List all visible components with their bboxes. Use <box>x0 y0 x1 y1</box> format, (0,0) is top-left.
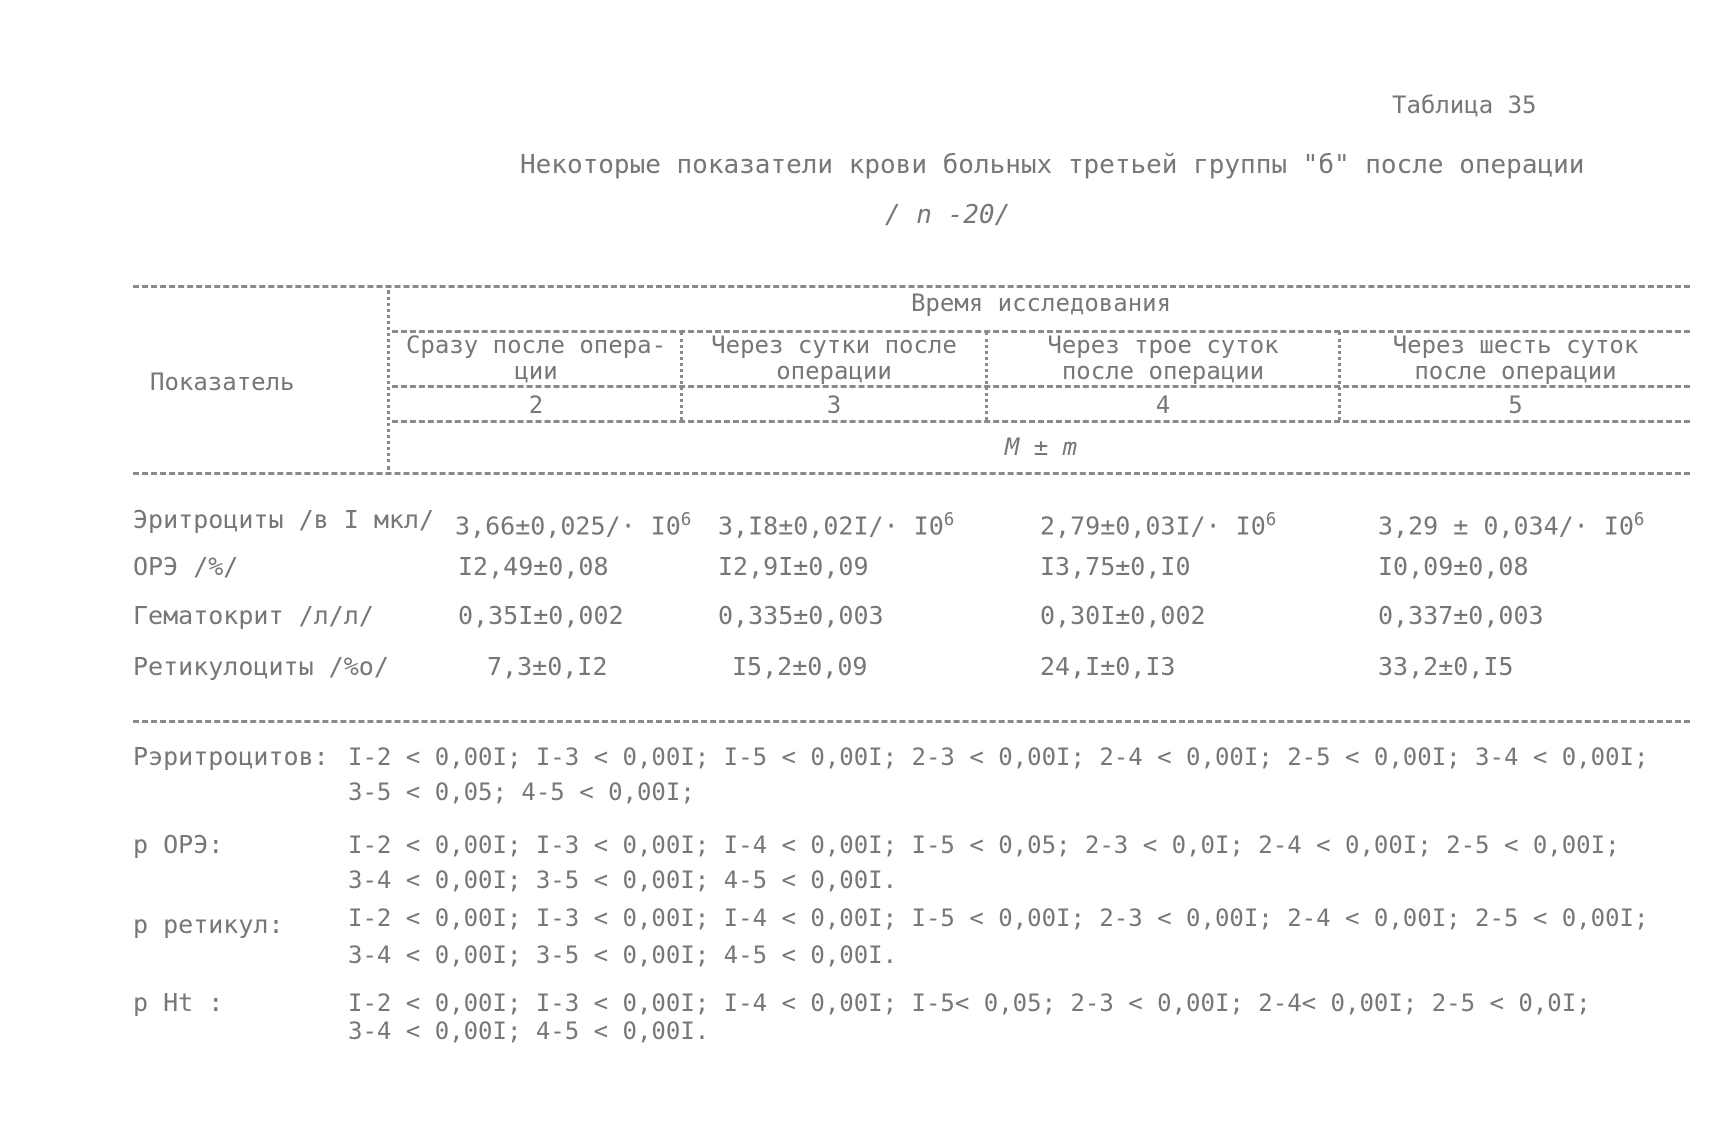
table-title: Некоторые показатели крови больных третьей группы "б" после операции <box>520 150 1585 180</box>
table-cell: 0,335±0,003 <box>718 601 884 630</box>
time-header: Время исследования <box>910 289 1172 317</box>
indicator-column-divider <box>387 290 390 470</box>
stat-label: M ± m <box>1004 433 1078 461</box>
note-label-ore: р ОРЭ: <box>133 830 224 859</box>
table-cell: I2,49±0,08 <box>458 552 609 581</box>
table-cell: 33,2±0,I5 <box>1378 652 1514 681</box>
col-4-number: 4 <box>1155 391 1171 419</box>
col-3-label-line2: операции <box>776 357 892 385</box>
table-cell: 0,30I±0,002 <box>1040 601 1206 630</box>
col-5-label-line1: Через шесть суток <box>1392 331 1639 359</box>
table-cell: I0,09±0,08 <box>1378 552 1529 581</box>
note-line: I-2 < 0,00I; I-3 < 0,00I; I-5 < 0,00I; 2-3 < 0,00I; 2-4 < 0,00I; 2-5 < 0,00I; 3-4 < 0,00I; <box>348 743 1649 771</box>
cell-value: 3,I8±0,02I/· I0 <box>718 511 944 541</box>
note-line: I-2 < 0,00I; I-3 < 0,00I; I-4 < 0,00I; I-5 < 0,05; 2-3 < 0,0I; 2-4 < 0,00I; 2-5 < 0,00I; <box>348 831 1620 859</box>
table-cell: 0,337±0,003 <box>1378 601 1544 630</box>
col-3-label-line1: Через сутки после <box>711 331 957 359</box>
note-line: 3-4 < 0,00I; 3-5 < 0,00I; 4-5 < 0,00I. <box>348 941 898 969</box>
table-cell <box>1378 505 1644 542</box>
col-4-label-line1: Через трое суток <box>1047 331 1279 359</box>
cell-value: 3,29 ± 0,034/· I0 <box>1378 511 1634 541</box>
header-bottom-rule <box>133 472 1690 475</box>
table-cell: I5,2±0,09 <box>732 652 868 681</box>
col-5-label-line2: после операции <box>1414 357 1617 385</box>
cell-value: 2,79±0,03I/· I0 <box>1040 511 1266 541</box>
cell-exponent: 6 <box>1265 510 1277 530</box>
note-line: I-2 < 0,00I; I-3 < 0,00I; I-4 < 0,00I; I-5 < 0,00I; 2-3 < 0,00I; 2-4 < 0,00I; 2-5 < 0,00I; <box>348 904 1649 932</box>
row-label-erythrocytes: Эритроциты /в I мкл/ <box>133 505 435 534</box>
table-cell: I2,9I±0,09 <box>718 552 869 581</box>
row-label-ore: ОРЭ /%/ <box>133 552 239 581</box>
row-label-hematocrit: Гематокрит /л/л/ <box>133 601 374 630</box>
row-label-reticulocytes: Ретикулоциты /%о/ <box>133 652 389 681</box>
note-label-reticulocytes: р ретикул: <box>133 910 284 939</box>
table-cell <box>455 505 691 542</box>
col-3-number: 3 <box>826 391 842 419</box>
col-4-label-line2: после операции <box>1061 357 1265 385</box>
table-number: Таблица 35 <box>1392 91 1537 119</box>
header-subrule-3 <box>392 420 1690 423</box>
note-line: 3-4 < 0,00I; 4-5 < 0,00I. <box>348 1017 710 1045</box>
note-line: 3-4 < 0,00I; 3-5 < 0,00I; 4-5 < 0,00I. <box>348 866 898 894</box>
table-cell: 24,I±0,I3 <box>1040 652 1176 681</box>
col-2-label-line2: ции <box>514 357 558 385</box>
cell-value: 3,66±0,025/· I0 <box>455 511 681 541</box>
table-cell: 0,35I±0,002 <box>458 601 624 630</box>
cell-exponent: 6 <box>1633 510 1645 530</box>
note-line: 3-5 < 0,05; 4-5 < 0,00I; <box>348 778 695 806</box>
note-label-erythrocytes: Рэритроцитов: <box>133 742 329 771</box>
col-2-number: 2 <box>528 391 544 419</box>
note-label-hematocrit: р Ht : <box>133 988 224 1017</box>
cell-exponent: 6 <box>943 510 955 530</box>
table-cell: I3,75±0,I0 <box>1040 552 1191 581</box>
table-subtitle: / n -20/ <box>885 200 1011 230</box>
table-cell <box>718 505 954 542</box>
note-line: I-2 < 0,00I; I-3 < 0,00I; I-4 < 0,00I; I-5< 0,05; 2-3 < 0,00I; 2-4< 0,00I; 2-5 < 0,0I; <box>348 989 1591 1017</box>
table-cell <box>1040 505 1276 542</box>
indicator-column-header: Показатель <box>150 368 295 396</box>
col-5-number: 5 <box>1508 391 1523 419</box>
col-2-label-line1: Сразу после опера- <box>405 331 667 359</box>
table-cell: 7,3±0,I2 <box>487 652 608 681</box>
cell-exponent: 6 <box>680 510 692 530</box>
table-bottom-rule <box>133 720 1690 723</box>
